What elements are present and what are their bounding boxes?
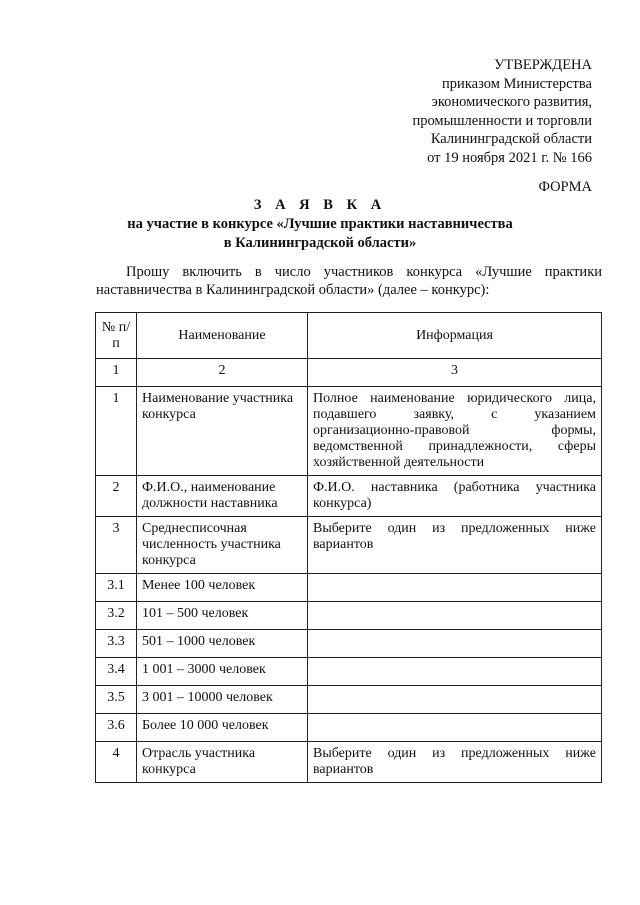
intro-paragraph: Прошу включить в число участников конкурса «Лучшие практики наставничества в Калининградской области» (далее – конкурс): <box>96 264 602 298</box>
index-cell: 2 <box>137 359 308 387</box>
row-info: Выберите один из предложенных ниже вариантов <box>308 742 602 783</box>
row-number: 3.6 <box>96 714 137 742</box>
index-cell: 3 <box>308 359 602 387</box>
row-number: 3.3 <box>96 630 137 658</box>
row-info <box>308 574 602 602</box>
row-number: 1 <box>96 387 137 476</box>
row-info <box>308 630 602 658</box>
approval-line: Калининградской области <box>430 131 592 147</box>
table-header-row <box>96 313 602 359</box>
row-info <box>308 602 602 630</box>
table-row <box>96 630 602 658</box>
approval-line: от 19 ноября 2021 г. № 166 <box>427 149 592 166</box>
row-name: 3 001 – 10000 человек <box>137 686 308 714</box>
approval-stamp <box>412 56 592 167</box>
row-info <box>308 714 602 742</box>
header-number: № п/п <box>96 313 137 359</box>
approval-line: экономического развития, <box>431 94 592 110</box>
table-row <box>96 742 602 783</box>
approval-line: УТВЕРЖДЕНА <box>494 57 592 73</box>
row-info: Полное наименование юридического лица, подавшего заявку, с указанием организационно-правовой формы, ведомственной принадлежности, сферы хозяйственной деятельности <box>308 387 602 476</box>
row-info: Ф.И.О. наставника (работника участника конкурса) <box>308 476 602 517</box>
row-info <box>308 686 602 714</box>
approval-line: промышленности и торговли <box>412 112 592 129</box>
table-row <box>96 686 602 714</box>
row-number: 2 <box>96 476 137 517</box>
row-name: 101 – 500 человек <box>137 602 308 630</box>
application-table <box>95 312 602 783</box>
row-number: 3.5 <box>96 686 137 714</box>
approval-line: приказом Министерства <box>442 75 592 92</box>
row-name: Ф.И.О., наименование должности наставника <box>137 476 308 517</box>
table-row <box>96 714 602 742</box>
index-cell: 1 <box>96 359 137 387</box>
form-label: ФОРМА <box>538 179 592 195</box>
title-heading: З А Я В К А <box>253 197 387 213</box>
row-number: 3.2 <box>96 602 137 630</box>
row-info: Выберите один из предложенных ниже вариантов <box>308 517 602 574</box>
header-info: Информация <box>308 313 602 359</box>
header-name: Наименование <box>137 313 308 359</box>
row-name: Менее 100 человек <box>137 574 308 602</box>
title-line: в Калининградской области» <box>223 235 417 251</box>
document-title <box>0 196 640 253</box>
title-line: на участие в конкурсе «Лучшие практики наставничества <box>127 216 513 232</box>
row-name: Наименование участника конкурса <box>137 387 308 476</box>
row-name: Более 10 000 человек <box>137 714 308 742</box>
table-row <box>96 658 602 686</box>
table-row <box>96 574 602 602</box>
row-name: Среднесписочная численность участника конкурса <box>137 517 308 574</box>
row-name: 501 – 1000 человек <box>137 630 308 658</box>
row-number: 3.1 <box>96 574 137 602</box>
row-name: 1 001 – 3000 человек <box>137 658 308 686</box>
table-index-row <box>96 359 602 387</box>
row-name: Отрасль участника конкурса <box>137 742 308 783</box>
table-row <box>96 387 602 476</box>
row-number: 3.4 <box>96 658 137 686</box>
row-number: 4 <box>96 742 137 783</box>
row-info <box>308 658 602 686</box>
row-number: 3 <box>96 517 137 574</box>
table-row <box>96 517 602 574</box>
table-row <box>96 476 602 517</box>
table-row <box>96 602 602 630</box>
